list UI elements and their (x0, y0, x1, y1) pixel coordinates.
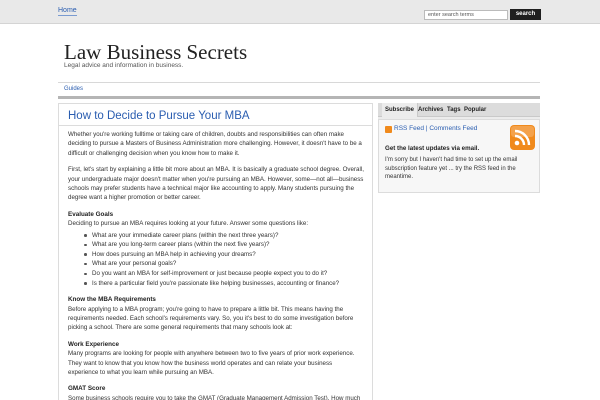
list-item: Do you want an MBA for self-improvement or just because people expect you to do it? (84, 269, 364, 279)
search-input[interactable] (424, 10, 508, 20)
post-content (58, 103, 373, 400)
rss-feed-icon[interactable] (510, 125, 535, 150)
tab-archives[interactable]: Archives (418, 107, 444, 113)
top-bar (0, 0, 600, 24)
list-item: What are your personal goals? (84, 259, 364, 269)
list-item: What are you long-term career plans (within the next five years)? (84, 240, 364, 250)
post-paragraph: Before applying to a MBA program; you're going to have to prepare a little bit. This means having the requirements needed. Each school's requirements vary. So, you it's best to do some investigation before picking a school. There are some general requirements that many schools look at: (68, 305, 354, 332)
comments-feed-link[interactable]: Comments Feed (429, 125, 478, 132)
section-heading-requirements: Know the MBA Requirements (68, 296, 156, 304)
section-heading-work-experience: Work Experience (68, 340, 119, 348)
tab-popular[interactable]: Popular (464, 107, 487, 113)
email-updates-heading: Get the latest updates via email. (385, 145, 480, 152)
section-heading-gmat: GMAT Score (68, 385, 106, 393)
feed-links (394, 125, 477, 132)
post-title[interactable]: How to Decide to Pursue Your MBA (68, 110, 250, 122)
tab-tags[interactable]: Tags (447, 107, 461, 113)
nav-divider-top (58, 82, 540, 83)
post-paragraph: Deciding to pursue an MBA requires looking at your future. Answer some questions like: (68, 220, 309, 228)
section-heading-evaluate-goals: Evaluate Goals (68, 210, 114, 218)
list-item: What are your immediate career plans (within the next three years)? (84, 231, 364, 241)
sidebar-tabs (378, 103, 540, 117)
site-title[interactable]: Law Business Secrets (64, 40, 248, 64)
search-button[interactable]: search (510, 9, 541, 20)
post-paragraph: First, let's start by explaining a little bit more about an MBA. It is basically a graduate school degree. Overall, your undergraduate major doesn't matter when you're pursuing an MBA. However, some—not all—business schools may prefer students have a technical major like accounting to apply. Many students pursuing the degree want a higher promotion or better career. (68, 166, 364, 202)
questions-list (84, 231, 364, 289)
site-tagline: Legal advice and information in business. (64, 62, 184, 69)
rss-feed-link[interactable]: RSS Feed (394, 125, 424, 132)
tab-subscribe[interactable]: Subscribe (382, 103, 418, 117)
feed-separator: | (425, 125, 428, 132)
nav-item-guides[interactable]: Guides (64, 86, 84, 92)
list-item: How does pursuing an MBA help in achieving your dreams? (84, 250, 364, 260)
post-paragraph: Some business schools require you to take the GMAT (Graduate Management Admission Test). How much (68, 394, 361, 400)
email-updates-text: I'm sorry but I haven't had time to set up the email subscription feature yet ... try the RSS feed in the meantime. (385, 157, 518, 181)
nav-divider-bottom (58, 96, 540, 99)
list-item: Is there a particular field you're passionate like helping businesses, accounting or finance? (84, 279, 364, 289)
subscribe-panel (378, 119, 540, 193)
title-divider (59, 125, 372, 126)
home-link[interactable]: Home (58, 7, 77, 14)
post-intro: Whether you're working fulltime or taking care of children, doubts and responsibilities can often make deciding to pursue a Masters of Business Administration more challenging. However, it doesn't have to be a difficult or challenging decision when you know how to make it. (68, 131, 362, 157)
rss-icon (385, 126, 392, 133)
sidebar (378, 103, 540, 193)
post-paragraph: Many programs are looking for people with anywhere between two to five years of prior work experience. They want to know that you know how the business world operates and can relate your business experience to what you learn while pursuing an MBA. (68, 350, 355, 377)
